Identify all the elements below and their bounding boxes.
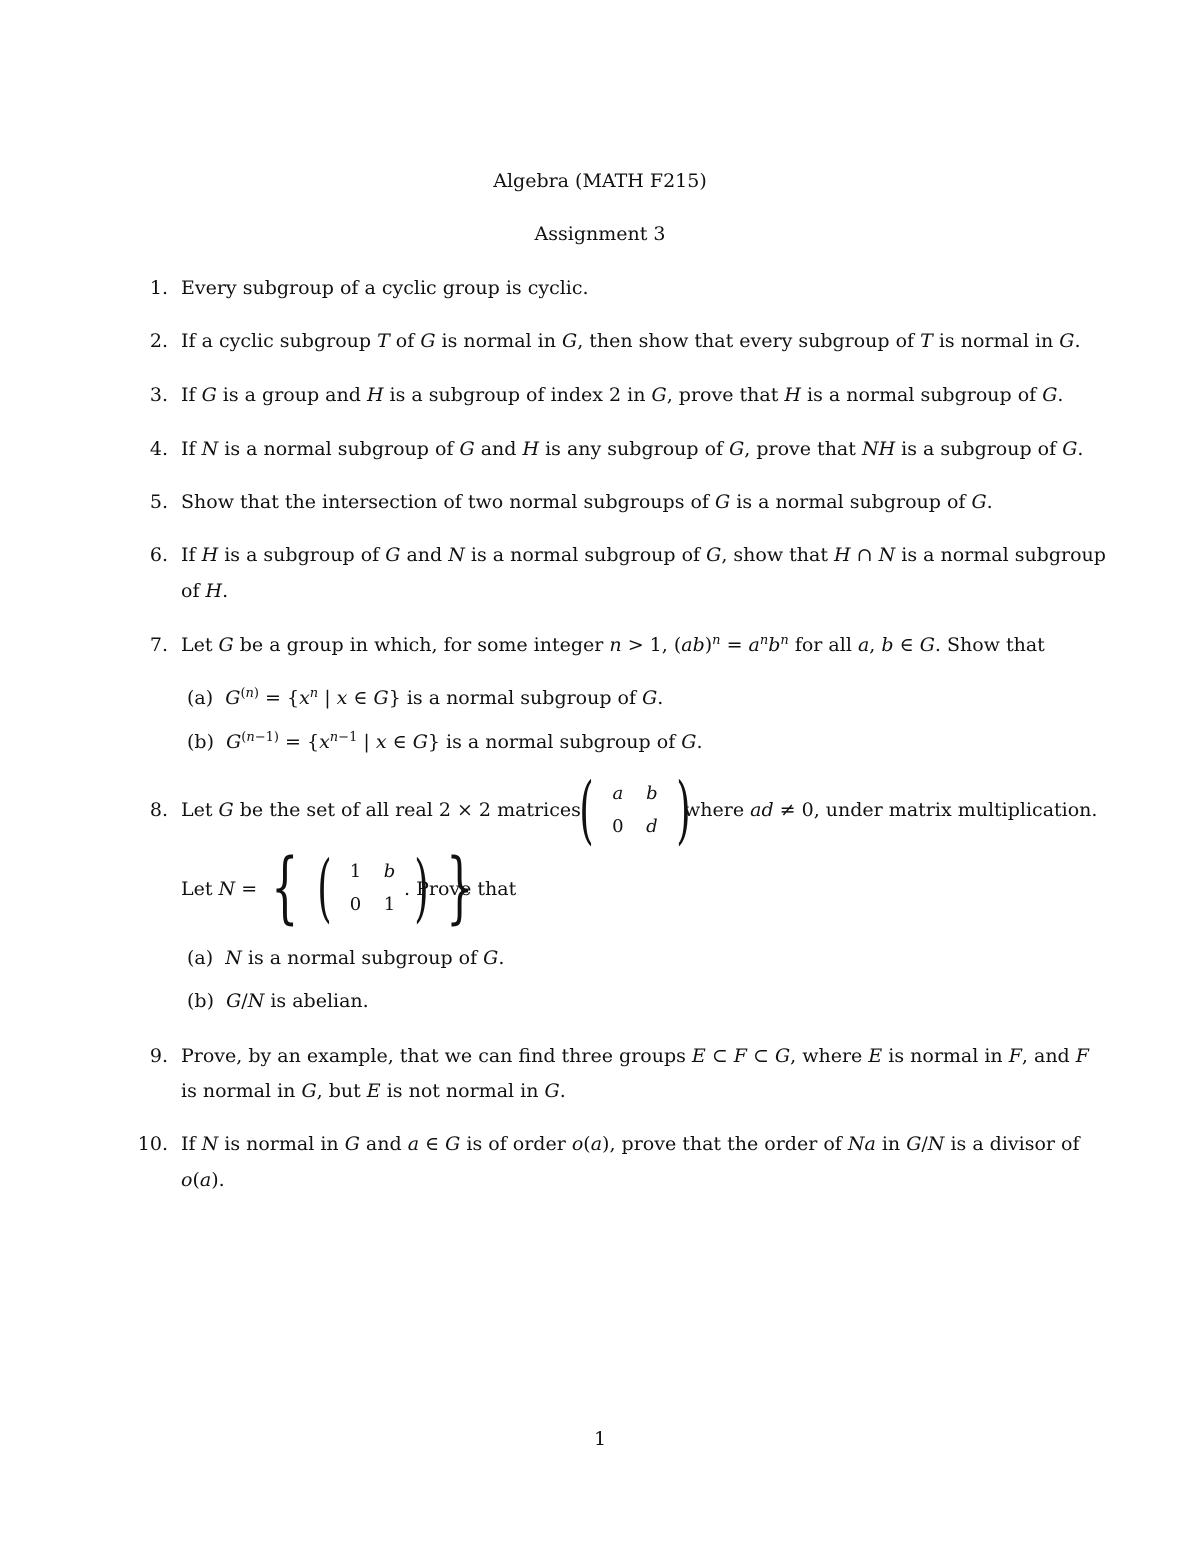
problem-8-text-cont: where ad ≠ 0, under matrix multiplication. [684, 799, 1098, 821]
problem-9-text: Prove, by an example, that we can find three groups E ⊂ F ⊂ G, where E is normal in F, and F [181, 1045, 1089, 1067]
problem-10-number: 10. [137, 1133, 168, 1155]
problem-5-number: 5. [149, 491, 168, 513]
problem-7b: (b) $G^{(n-1)} = \{x^{n-1}$ | x ∈ G} is a normal subgroup of G. [187, 730, 703, 753]
page-number: 1 [593, 1428, 607, 1450]
matrix-n-a: 1 [349, 861, 362, 882]
matrix-g-d: d [646, 816, 658, 837]
matrix-g-c: 0 [612, 816, 624, 837]
matrix-n-b: b [383, 861, 396, 882]
problem-7-text: Let G be a group in which, for some integer n > 1, $(ab)^n = a^nb^n$ for all a, b ∈ G. Show that [181, 633, 1045, 656]
problem-8a-label: (a) [187, 947, 214, 969]
problem-7a: (a) $G^{(n)} = \{x^n$ | x ∈ G} is a normal subgroup of G. [187, 686, 664, 709]
problem-8-number: 8. [149, 799, 168, 821]
problem-7-number: 7. [149, 634, 168, 656]
problem-2-text: If a cyclic subgroup T of G is normal in G, then show that every subgroup of T is normal in G. [181, 330, 1081, 352]
problem-6-text-cont: of H. [181, 580, 229, 602]
problem-5-text: Show that the intersection of two normal subgroups of G is a normal subgroup of G. [181, 491, 993, 513]
problem-1-text: Every subgroup of a cyclic group is cyclic. [181, 277, 589, 299]
problem-10-text: If N is normal in G and a ∈ G is of order o(a), prove that the order of Na in G/N is a divisor of [181, 1133, 1080, 1155]
problem-3-number: 3. [149, 384, 168, 406]
document-subtitle: Assignment 3 [534, 223, 666, 245]
problem-6-text: If H is a subgroup of G and N is a normal subgroup of G, show that H ∩ N is a normal subgroup [181, 544, 1106, 566]
problem-4-number: 4. [149, 438, 168, 460]
problem-9-number: 9. [149, 1045, 168, 1067]
problem-7b-label: (b) [187, 731, 214, 753]
document-title: Algebra (MATH F215) [493, 170, 707, 192]
problem-3-text: If G is a group and H is a subgroup of index 2 in G, prove that H is a normal subgroup of G. [181, 384, 1064, 406]
matrix-n-c: 0 [349, 894, 362, 915]
matrix-n-d: 1 [383, 894, 396, 915]
problem-9-text-cont: is normal in G, but E is not normal in G. [181, 1080, 566, 1102]
matrix-n: { ( 1 b 0 1 ) } [271, 843, 474, 933]
problem-8-prove: . Prove that [404, 878, 517, 900]
problem-8b-label: (b) [187, 990, 214, 1012]
problem-1-number: 1. [149, 277, 168, 299]
problem-2-number: 2. [149, 330, 168, 352]
problem-10-text-cont: o(a). [181, 1169, 225, 1191]
problem-8-n-label: Let N = [181, 878, 258, 900]
matrix-g: ( a b 0 d ) [579, 767, 691, 853]
matrix-g-a: a [612, 783, 624, 804]
problem-8a: (a) N is a normal subgroup of G. [187, 947, 505, 969]
problem-8-text: Let G be the set of all real 2 × 2 matrices [181, 799, 581, 821]
problem-6-number: 6. [149, 544, 168, 566]
problem-4-text: If N is a normal subgroup of G and H is any subgroup of G, prove that NH is a subgroup of G. [181, 438, 1084, 460]
matrix-g-b: b [646, 783, 658, 804]
problem-8b: (b) G/N is abelian. [187, 990, 369, 1012]
problem-7a-label: (a) [187, 687, 214, 709]
